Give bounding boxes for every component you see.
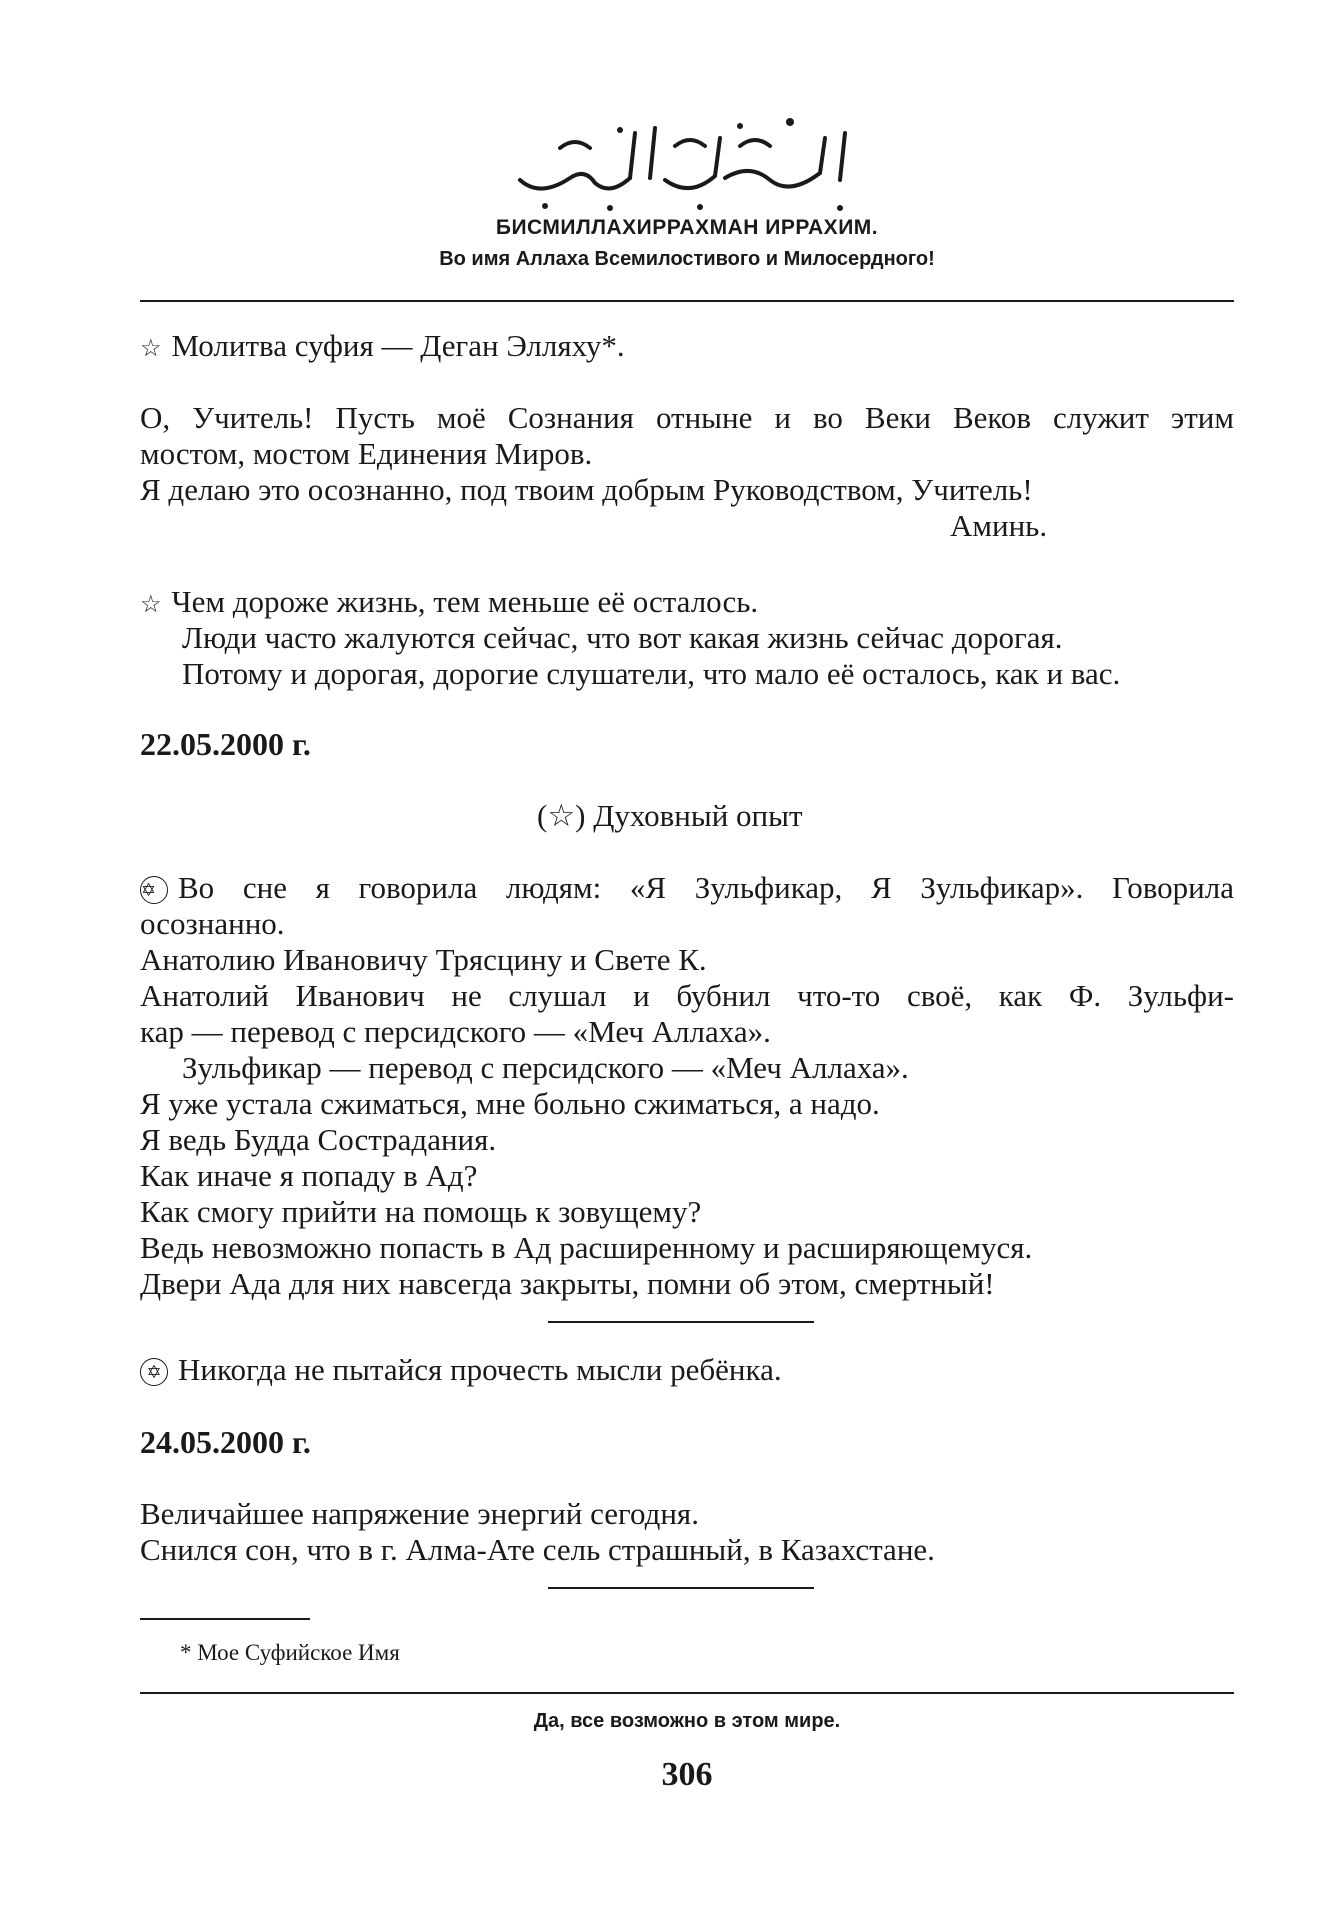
- entry-line: Зульфикар — перевод с персидского — «Меч Аллаха».: [182, 1050, 909, 1085]
- footnote: * Мое Суфийское Имя: [180, 1640, 400, 1665]
- entry-date: 24.05.2000 г.: [140, 1424, 311, 1460]
- entry-line: Я уже устала сжиматься, мне больно сжиматься, а надо.: [140, 1086, 880, 1121]
- entry-line: Анатолию Ивановичу Трясцину и Свете К.: [140, 942, 707, 977]
- prayer-line: Я делаю это осознанно, под твоим добрым Руководством, Учитель!: [140, 472, 1033, 507]
- life-line-text: Чем дороже жизнь, тем меньше её осталось.: [171, 584, 759, 619]
- prayer-heading: [140, 328, 625, 367]
- entry-line: осознанно.: [140, 906, 285, 941]
- prayer-line: мостом, мостом Единения Миров.: [140, 436, 593, 471]
- entry-line: Двери Ада для них навсегда закрыты, помни об этом, смертный!: [140, 1266, 995, 1301]
- section-title: (☆) Духовный опыт: [537, 798, 803, 833]
- entry-line: Как смогу прийти на помощь к зовущему?: [140, 1194, 702, 1229]
- entry-line: Анатолий Иванович не слушал и бубнил что-то своё, как Ф. Зульфи-: [140, 978, 1234, 1013]
- entry-line-text: Во сне я говорила людям: «Я Зульфикар, Я Зульфикар». Говорила: [178, 870, 1234, 905]
- footer-divider: [140, 1692, 1234, 1694]
- life-line: Потому и дорогая, дорогие слушатели, что мало её осталось, как и вас.: [182, 656, 1121, 691]
- prayer-line: О, Учитель! Пусть моё Сознания отныне и во Веки Веков служит этим: [140, 400, 1234, 435]
- entry-line: Снился сон, что в г. Алма-Ате сель страшный, в Казахстане.: [140, 1532, 935, 1567]
- footnote-rule: [140, 1618, 310, 1620]
- child-note: [140, 1352, 782, 1388]
- section-divider: [548, 1321, 814, 1323]
- star-icon: ☆: [140, 336, 162, 362]
- circled-star-icon: ✡: [140, 1358, 168, 1386]
- circled-star-icon: ✡: [140, 876, 168, 904]
- header-title: БИСМИЛЛАХИРРАХМАН ИРРАХИМ.: [495, 216, 879, 239]
- entry-line: кар — перевод с персидского — «Меч Аллаха».: [140, 1014, 771, 1049]
- footer-motto: Да, все возможно в этом мире.: [533, 1710, 841, 1732]
- entry-line: [140, 870, 1234, 906]
- header-divider: [140, 300, 1234, 302]
- prayer-heading-text: Молитва суфия — Деган Элляху*.: [171, 328, 625, 363]
- section-divider: [548, 1587, 814, 1589]
- entry-line: Как иначе я попаду в Ад?: [140, 1158, 478, 1193]
- life-line: [140, 584, 758, 623]
- prayer-amen: Аминь.: [950, 508, 1048, 543]
- life-line: Люди часто жалуются сейчас, что вот какая жизнь сейчас дорогая.: [182, 620, 1063, 655]
- entry-line: Я ведь Будда Сострадания.: [140, 1122, 497, 1157]
- page-number: 306: [661, 1756, 713, 1793]
- header-subtitle: Во имя Аллаха Всемилостивого и Милосердного!: [439, 248, 935, 270]
- entry-line: Величайшее напряжение энергий сегодня.: [140, 1496, 699, 1531]
- entry-line: Ведь невозможно попасть в Ад расширенному и расширяющемуся.: [140, 1230, 1033, 1265]
- star-icon: ☆: [140, 592, 162, 618]
- entry-date: 22.05.2000 г.: [140, 726, 311, 762]
- child-note-text: Никогда не пытайся прочесть мысли ребёнка.: [178, 1352, 782, 1387]
- bismillah-calligraphy: [500, 108, 860, 218]
